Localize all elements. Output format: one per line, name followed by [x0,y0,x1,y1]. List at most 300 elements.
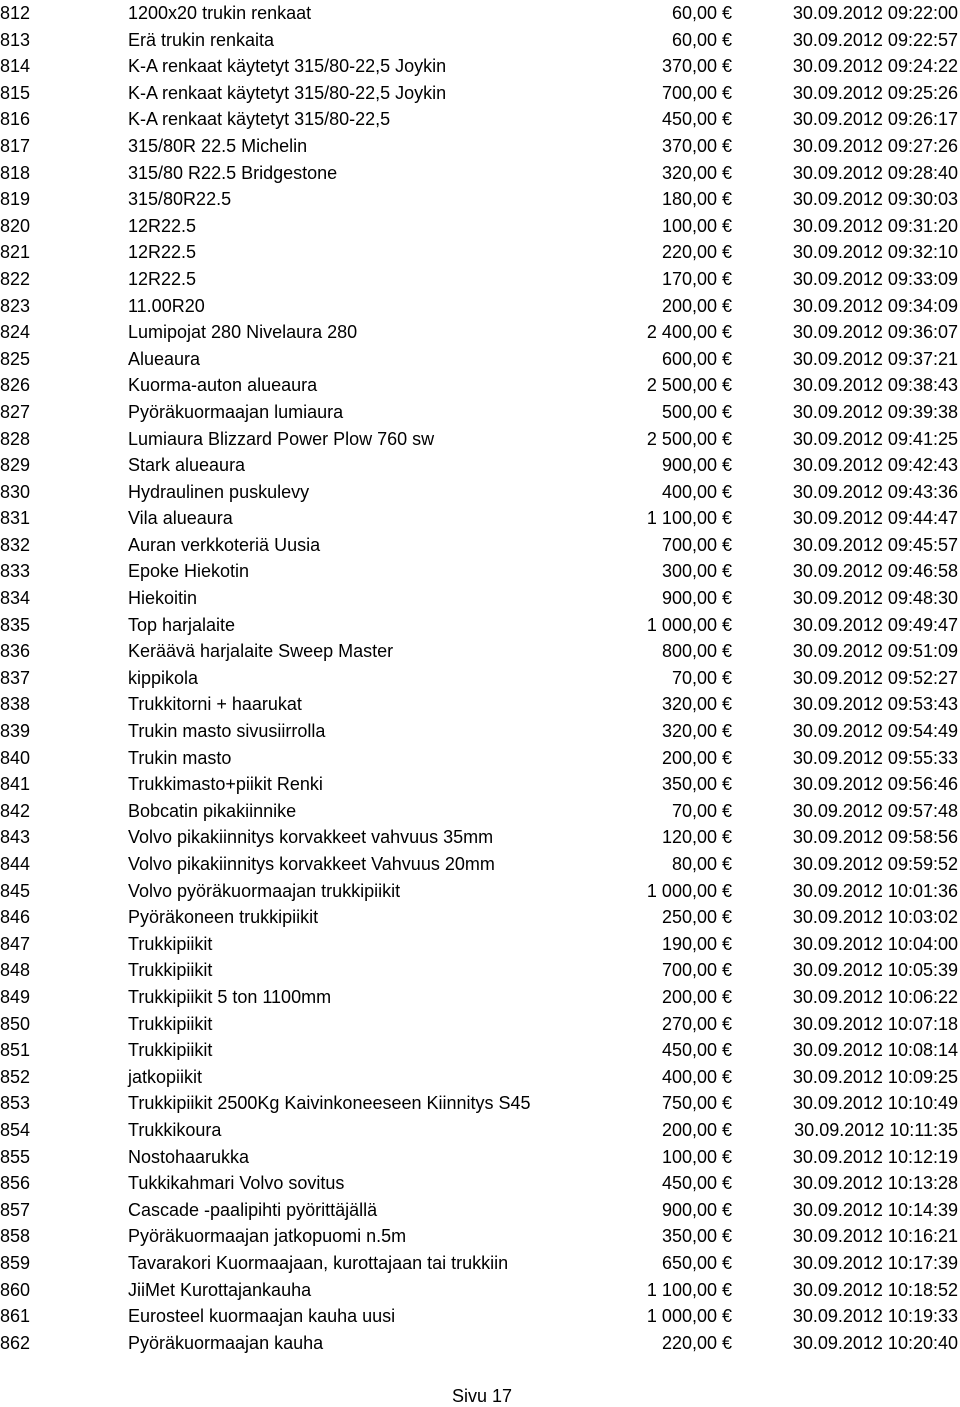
item-price: 270,00 [661,1013,717,1034]
item-number: 846 [0,907,31,928]
currency-symbol: € [722,641,733,662]
item-number: 843 [0,827,31,848]
item-name: Epoke Hiekotin [128,561,250,582]
item-date: 30.09.2012 09:44:47 [792,508,958,529]
item-name: Trukin masto [128,747,232,768]
item-name: JiiMet Kurottajankauha [128,1279,312,1300]
item-name: Pyöräkoneen trukkipiikit [128,907,319,928]
item-price: 320,00 [661,162,717,183]
item-price: 180,00 [661,189,717,210]
item-name: Trukkipiikit 2500Kg Kaivinkoneeseen Kiinnitys S45 [128,1093,531,1114]
item-name: 12R22.5 [128,268,197,289]
item-name: 12R22.5 [128,215,197,236]
table-row [0,957,960,984]
item-date: 30.09.2012 10:04:00 [792,933,958,954]
item-number: 858 [0,1226,31,1247]
item-number: 854 [0,1119,31,1140]
table-row [0,1277,960,1304]
currency-symbol: € [722,667,733,688]
item-name: Trukkipiikit [128,1040,213,1061]
item-name: Tukkikahmari Volvo sovitus [128,1173,345,1194]
currency-symbol: € [722,1066,733,1087]
item-date: 30.09.2012 10:18:52 [792,1279,958,1300]
currency-symbol: € [722,189,733,210]
currency-symbol: € [722,481,733,502]
item-price: 370,00 [661,56,717,77]
item-name: K-A renkaat käytetyt 315/80-22,5 Joykin [128,56,447,77]
item-number: 850 [0,1013,31,1034]
item-name: 1200x20 trukin renkaat [128,3,312,23]
item-name: Bobcatin pikakiinnike [128,800,297,821]
table-row [0,53,960,80]
item-number: 839 [0,721,31,742]
item-number: 861 [0,1306,31,1327]
currency-symbol: € [722,1040,733,1061]
item-name: Trukkimasto+piikit Renki [128,774,323,795]
table-row [0,558,960,585]
item-price: 600,00 [661,348,717,369]
item-name: Alueaura [128,348,201,369]
item-name: 12R22.5 [128,242,197,263]
table-row [0,665,960,692]
table-row [0,1303,960,1330]
item-number: 855 [0,1146,31,1167]
table-row [0,372,960,399]
currency-symbol: € [722,1226,733,1247]
item-price: 1 000,00 [646,880,717,901]
item-date: 30.09.2012 10:16:21 [792,1226,958,1247]
item-number: 828 [0,428,31,449]
item-date: 30.09.2012 09:43:36 [792,481,958,502]
item-price: 450,00 [661,1173,717,1194]
item-price: 750,00 [661,1093,717,1114]
item-number: 853 [0,1093,31,1114]
item-price: 200,00 [661,986,717,1007]
item-date: 30.09.2012 09:41:25 [792,428,958,449]
currency-symbol: € [722,135,733,156]
item-date: 30.09.2012 10:07:18 [792,1013,958,1034]
item-date: 30.09.2012 09:57:48 [792,800,958,821]
item-name: Trukkipiikit 5 ton 1100mm [128,986,332,1007]
item-number: 844 [0,854,31,874]
item-price: 400,00 [661,1066,717,1087]
item-date: 30.09.2012 10:13:28 [792,1173,958,1194]
item-number: 851 [0,1040,31,1061]
currency-symbol: € [722,880,733,901]
item-number: 823 [0,295,31,316]
item-name: Nostohaarukka [128,1146,250,1167]
item-date: 30.09.2012 10:14:39 [792,1199,958,1220]
item-date: 30.09.2012 09:51:09 [792,641,958,662]
item-name: Keräävä harjalaite Sweep Master [128,641,394,662]
currency-symbol: € [722,162,733,183]
item-name: jatkopiikit [128,1066,203,1087]
item-number: 812 [0,3,31,23]
item-price: 700,00 [661,960,717,981]
item-date: 30.09.2012 09:59:52 [792,854,958,874]
currency-symbol: € [722,614,733,635]
item-date: 30.09.2012 09:52:27 [792,667,958,688]
table-row [0,346,960,373]
item-number: 832 [0,534,31,555]
currency-symbol: € [722,455,733,476]
table-row [0,27,960,54]
item-price: 250,00 [661,907,717,928]
item-price: 190,00 [661,933,717,954]
item-date: 30.09.2012 09:49:47 [792,614,958,635]
currency-symbol: € [722,1119,733,1140]
item-date: 30.09.2012 10:05:39 [792,960,958,981]
item-number: 829 [0,455,31,476]
item-name: Trukin masto sivusiirrolla [128,721,326,742]
item-date: 30.09.2012 10:20:40 [792,1332,958,1353]
item-date: 30.09.2012 09:28:40 [792,162,958,183]
item-date: 30.09.2012 10:11:35 [794,1119,958,1140]
item-date: 30.09.2012 09:34:09 [792,295,958,316]
item-number: 833 [0,561,31,582]
currency-symbol: € [722,3,733,23]
item-number: 838 [0,694,31,715]
item-price: 70,00 [671,800,717,821]
currency-symbol: € [722,1306,733,1327]
item-name: Hydraulinen puskulevy [128,481,310,502]
item-number: 825 [0,348,31,369]
item-price: 220,00 [661,242,717,263]
item-number: 824 [0,322,31,343]
item-number: 821 [0,242,31,263]
item-date: 30.09.2012 09:36:07 [792,322,958,343]
item-name: Trukkipiikit [128,960,213,981]
item-name: Eurosteel kuormaajan kauha uusi [128,1306,396,1327]
item-name: Volvo pyöräkuormaajan trukkipiikit [128,880,401,901]
item-date: 30.09.2012 09:32:10 [792,242,958,263]
item-number: 818 [0,162,31,183]
item-date: 30.09.2012 09:31:20 [792,215,958,236]
table-row [0,1170,960,1197]
item-number: 856 [0,1173,31,1194]
currency-symbol: € [722,1146,733,1167]
table-row [0,479,960,506]
currency-symbol: € [722,215,733,236]
table-row [0,824,960,851]
item-name: Trukkitorni + haarukat [128,694,302,715]
currency-symbol: € [722,588,733,609]
item-price: 700,00 [661,82,717,103]
currency-symbol: € [722,268,733,289]
item-date: 30.09.2012 09:33:09 [792,268,958,289]
currency-symbol: € [722,1093,733,1114]
table-row [0,452,960,479]
item-number: 837 [0,667,31,688]
item-price: 450,00 [661,109,717,130]
item-name: K-A renkaat käytetyt 315/80-22,5 [128,109,391,130]
page-footer [0,1385,960,1407]
item-price: 80,00 [671,854,717,874]
item-number: 862 [0,1332,31,1353]
currency-symbol: € [722,508,733,529]
item-number: 834 [0,588,31,609]
table-row [0,1250,960,1277]
table-row [0,851,960,878]
item-price: 100,00 [661,1146,717,1167]
currency-symbol: € [722,375,733,396]
table-row [0,239,960,266]
item-name: Pyöräkuormaajan jatkopuomi n.5m [128,1226,407,1247]
item-date: 30.09.2012 09:22:57 [792,29,958,50]
item-date: 30.09.2012 09:56:46 [792,774,958,795]
item-name: Stark alueaura [128,455,246,476]
item-number: 852 [0,1066,31,1087]
item-date: 30.09.2012 09:53:43 [792,694,958,715]
item-number: 814 [0,56,31,77]
item-number: 835 [0,614,31,635]
table-row [0,133,960,160]
item-price: 1 000,00 [646,614,717,635]
item-date: 30.09.2012 09:54:49 [792,721,958,742]
item-name: Tavarakori Kuormaajaan, kurottajaan tai trukkiin [128,1252,509,1273]
item-number: 847 [0,933,31,954]
item-date: 30.09.2012 09:55:33 [792,747,958,768]
currency-symbol: € [722,428,733,449]
currency-symbol: € [722,800,733,821]
table-row [0,319,960,346]
currency-symbol: € [722,295,733,316]
item-name: Trukkipiikit [128,933,213,954]
table-row [0,399,960,426]
item-name: Pyöräkuormaajan lumiaura [128,401,344,422]
table-row [0,1090,960,1117]
item-price: 70,00 [671,667,717,688]
table-row [0,1117,960,1144]
item-price: 60,00 [671,3,717,23]
item-price: 450,00 [661,1040,717,1061]
item-date: 30.09.2012 09:42:43 [792,455,958,476]
item-date: 30.09.2012 10:19:33 [792,1306,958,1327]
item-price: 800,00 [661,641,717,662]
item-date: 30.09.2012 10:01:36 [792,880,958,901]
item-date: 30.09.2012 09:46:58 [792,561,958,582]
table-row [0,771,960,798]
item-date: 30.09.2012 09:25:26 [792,82,958,103]
item-number: 820 [0,215,31,236]
currency-symbol: € [722,747,733,768]
item-date: 30.09.2012 09:24:22 [792,56,958,77]
currency-symbol: € [722,774,733,795]
item-price: 320,00 [661,721,717,742]
item-name: 315/80 R22.5 Bridgestone [128,162,338,183]
item-name: 315/80R 22.5 Michelin [128,135,308,156]
table-row [0,931,960,958]
item-price: 60,00 [671,29,717,50]
item-price: 350,00 [661,1226,717,1247]
table-row [0,505,960,532]
item-number: 845 [0,880,31,901]
currency-symbol: € [722,109,733,130]
table-row [0,612,960,639]
item-date: 30.09.2012 10:06:22 [792,986,958,1007]
item-name: Lumiaura Blizzard Power Plow 760 sw [128,428,435,449]
table-row [0,1330,960,1357]
currency-symbol: € [722,1332,733,1353]
item-date: 30.09.2012 09:30:03 [792,189,958,210]
item-name: Volvo pikakiinnitys korvakkeet vahvuus 35mm [128,827,494,848]
table-row [0,904,960,931]
table-row [0,1197,960,1224]
item-price: 2 400,00 [646,322,717,343]
table-row [0,984,960,1011]
item-number: 831 [0,508,31,529]
table-row [0,1011,960,1038]
item-name: 315/80R22.5 [128,189,232,210]
item-name: K-A renkaat käytetyt 315/80-22,5 Joykin [128,82,447,103]
item-number: 840 [0,747,31,768]
table-row [0,1144,960,1171]
table-row [0,80,960,107]
item-name: Kuorma-auton alueaura [128,375,318,396]
item-name: Hiekoitin [128,588,198,609]
item-number: 816 [0,109,31,130]
item-date: 30.09.2012 10:12:19 [792,1146,958,1167]
table-row [0,0,960,27]
item-date: 30.09.2012 10:09:25 [792,1066,958,1087]
item-price: 650,00 [661,1252,717,1273]
table-row [0,798,960,825]
table-row [0,638,960,665]
currency-symbol: € [722,933,733,954]
item-name: Trukkikoura [128,1119,222,1140]
item-number: 849 [0,986,31,1007]
item-price: 900,00 [661,588,717,609]
item-price: 1 000,00 [646,1306,717,1327]
item-date: 30.09.2012 10:08:14 [792,1040,958,1061]
currency-symbol: € [722,322,733,343]
page-number: Sivu 17 [451,1386,513,1406]
item-date: 30.09.2012 09:26:17 [792,109,958,130]
item-number: 859 [0,1252,31,1273]
item-price: 400,00 [661,481,717,502]
item-number: 827 [0,401,31,422]
item-price: 900,00 [661,1199,717,1220]
item-price: 300,00 [661,561,717,582]
item-date: 30.09.2012 09:37:21 [792,348,958,369]
table-row [0,585,960,612]
currency-symbol: € [722,29,733,50]
item-price: 220,00 [661,1332,717,1353]
item-date: 30.09.2012 10:10:49 [792,1093,958,1114]
item-price: 700,00 [661,534,717,555]
currency-symbol: € [722,1252,733,1273]
item-date: 30.09.2012 09:58:56 [792,827,958,848]
currency-symbol: € [722,1173,733,1194]
currency-symbol: € [722,721,733,742]
table-row [0,1037,960,1064]
item-number: 822 [0,268,31,289]
currency-symbol: € [722,242,733,263]
item-price: 200,00 [661,295,717,316]
item-price: 120,00 [661,827,717,848]
table-row [0,878,960,905]
item-price: 1 100,00 [646,508,717,529]
item-name: Auran verkkoteriä Uusia [128,534,321,555]
item-price: 500,00 [661,401,717,422]
table-row [0,293,960,320]
item-number: 841 [0,774,31,795]
table-row [0,691,960,718]
currency-symbol: € [722,1279,733,1300]
item-name: 11.00R20 [128,295,205,316]
item-price: 2 500,00 [646,428,717,449]
currency-symbol: € [722,1013,733,1034]
table-row [0,186,960,213]
item-name: Volvo pikakiinnitys korvakkeet Vahvuus 20mm [128,854,495,874]
item-price: 200,00 [661,747,717,768]
item-number: 857 [0,1199,31,1220]
currency-symbol: € [722,1199,733,1220]
currency-symbol: € [722,827,733,848]
table-row [0,213,960,240]
item-price: 100,00 [661,215,717,236]
item-name: Top harjalaite [128,614,236,635]
item-date: 30.09.2012 10:03:02 [792,907,958,928]
table-row [0,1064,960,1091]
item-name: Pyöräkuormaajan kauha [128,1332,324,1353]
table-row [0,426,960,453]
item-price: 1 100,00 [646,1279,717,1300]
table-row [0,160,960,187]
table-row [0,106,960,133]
item-date: 30.09.2012 09:39:38 [792,401,958,422]
item-number: 860 [0,1279,31,1300]
currency-symbol: € [722,907,733,928]
currency-symbol: € [722,960,733,981]
table-row [0,266,960,293]
table-row [0,1223,960,1250]
table-row [0,532,960,559]
currency-symbol: € [722,561,733,582]
item-price: 200,00 [661,1119,717,1140]
item-price: 370,00 [661,135,717,156]
currency-symbol: € [722,56,733,77]
item-price: 2 500,00 [646,375,717,396]
item-number: 830 [0,481,31,502]
item-number: 817 [0,135,31,156]
item-name: Lumipojat 280 Nivelaura 280 [128,322,358,343]
currency-symbol: € [722,986,733,1007]
item-date: 30.09.2012 09:45:57 [792,534,958,555]
item-date: 30.09.2012 09:27:26 [792,135,958,156]
item-number: 848 [0,960,31,981]
item-number: 819 [0,189,31,210]
item-number: 826 [0,375,31,396]
table-row [0,745,960,772]
table-row [0,718,960,745]
item-price: 900,00 [661,455,717,476]
item-number: 815 [0,82,31,103]
item-date: 30.09.2012 10:17:39 [792,1252,958,1273]
item-number: 836 [0,641,31,662]
item-date: 30.09.2012 09:48:30 [792,588,958,609]
item-price: 350,00 [661,774,717,795]
currency-symbol: € [722,348,733,369]
item-number: 842 [0,800,31,821]
currency-symbol: € [722,854,733,874]
item-name: Trukkipiikit [128,1013,213,1034]
item-price: 320,00 [661,694,717,715]
item-name: Cascade -paalipihti pyörittäjällä [128,1199,378,1220]
item-number: 813 [0,29,31,50]
currency-symbol: € [722,401,733,422]
item-date: 30.09.2012 09:22:00 [792,3,958,23]
